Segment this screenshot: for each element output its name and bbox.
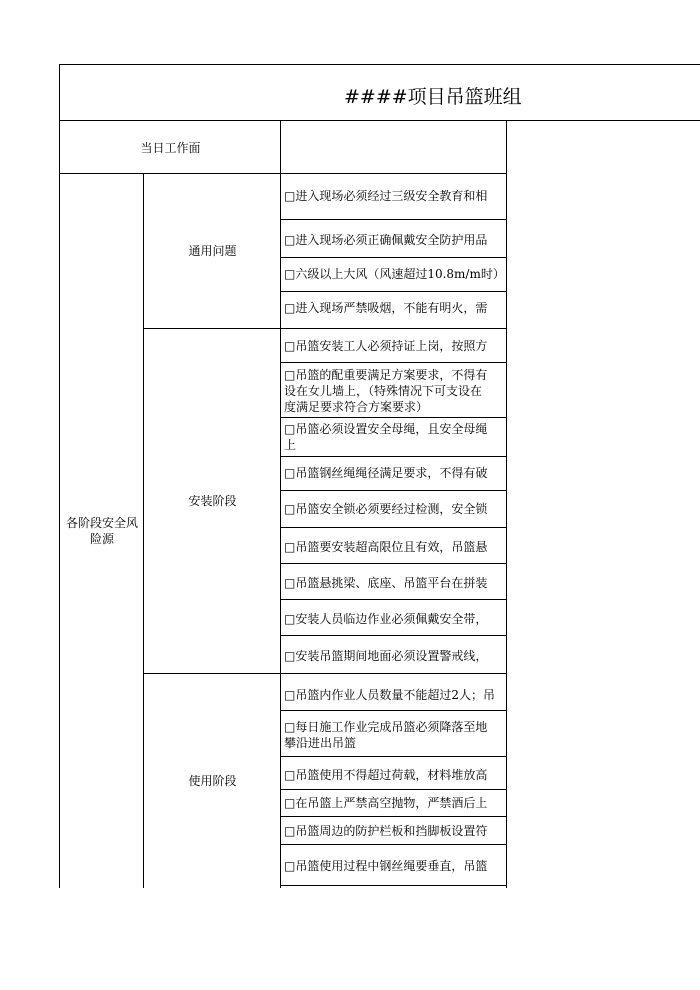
checklist-item[interactable]: □安装人员临边作业必须佩戴安全带， bbox=[284, 612, 488, 626]
grid-line bbox=[280, 257, 506, 258]
checklist-item[interactable]: □进入现场必须正确佩戴安全防护用品 bbox=[284, 233, 488, 247]
grid-line bbox=[280, 789, 506, 790]
checklist-item[interactable]: □吊篮的配重要满足方案要求，不得有 设在女儿墙上，（特殊情况下可支设在 度满足要求符合方案要求） bbox=[284, 368, 488, 414]
section-label-install: 安装阶段 bbox=[188, 494, 237, 508]
grid-line bbox=[280, 885, 506, 886]
grid-line bbox=[280, 362, 506, 363]
grid-line bbox=[280, 527, 506, 528]
grid-line bbox=[280, 756, 506, 757]
grid-line bbox=[59, 173, 506, 174]
checklist-item[interactable]: □吊篮使用不得超过荷载，材料堆放高 bbox=[284, 768, 488, 782]
grid-line bbox=[280, 635, 506, 636]
page-title: ####项目吊篮班组 bbox=[344, 86, 522, 108]
checklist-item[interactable]: □吊篮钢丝绳绳径满足要求，不得有破 bbox=[284, 466, 488, 480]
checklist-item[interactable]: □在吊篮上严禁高空抛物，严禁酒后上 bbox=[284, 796, 488, 810]
grid-line bbox=[280, 456, 506, 457]
grid-line bbox=[506, 120, 507, 888]
grid-line bbox=[280, 291, 506, 292]
workface-label: 当日工作面 bbox=[140, 140, 201, 155]
checklist-item[interactable]: □六级以上大风（风速超过10.8m/m时） bbox=[284, 267, 505, 281]
grid-line bbox=[59, 64, 700, 65]
grid-line bbox=[280, 219, 506, 220]
grid-line bbox=[280, 120, 281, 888]
checklist-item[interactable]: □吊篮内作业人员数量不能超过2人；吊 bbox=[284, 688, 495, 702]
grid-line bbox=[59, 120, 700, 121]
checklist-item[interactable]: □安装吊篮期间地面必须设置警戒线， bbox=[284, 649, 488, 663]
checklist-item[interactable]: □进入现场必须经过三级安全教育和相 bbox=[284, 189, 488, 203]
grid-line bbox=[143, 173, 144, 888]
grid-line bbox=[280, 490, 506, 491]
grid-line bbox=[280, 563, 506, 564]
grid-line bbox=[280, 816, 506, 817]
grid-line bbox=[59, 64, 60, 888]
section-label-use: 使用阶段 bbox=[188, 774, 237, 788]
workface-value-cell[interactable] bbox=[281, 121, 507, 173]
grid-line bbox=[280, 844, 506, 845]
checklist-item[interactable]: □吊篮悬挑梁、底座、吊篮平台在拼装 bbox=[284, 576, 488, 590]
grid-line bbox=[143, 328, 506, 329]
grid-line bbox=[280, 417, 506, 418]
grid-line bbox=[143, 673, 506, 674]
checklist-item[interactable]: □吊篮安全锁必须要经过检测，安全锁 bbox=[284, 502, 488, 516]
section-label-general: 通用问题 bbox=[188, 244, 237, 258]
workface-label-cell bbox=[60, 121, 281, 173]
checklist-item[interactable]: □吊篮周边的防护栏板和挡脚板设置符 bbox=[284, 824, 488, 838]
checklist-item[interactable]: □吊篮安装工人必须持证上岗，按照方 bbox=[284, 339, 488, 353]
grid-line bbox=[280, 710, 506, 711]
grid-line bbox=[280, 599, 506, 600]
risk-group-label: 各阶段安全风险源 bbox=[65, 515, 138, 546]
checklist-item[interactable]: □进入现场严禁吸烟，不能有明火，需 bbox=[284, 301, 488, 315]
checklist-item[interactable]: □吊篮必须设置安全母绳，且安全母绳 上 bbox=[284, 422, 488, 452]
checklist-item[interactable]: □吊篮使用过程中钢丝绳要垂直，吊篮 bbox=[284, 859, 488, 873]
risk-group-label-cell bbox=[60, 173, 144, 888]
checklist-item[interactable]: □每日施工作业完成吊篮必须降落至地 攀沿进出吊篮 bbox=[284, 720, 488, 750]
checklist-item[interactable]: □吊篮要安装超高限位且有效，吊篮悬 bbox=[284, 540, 488, 554]
